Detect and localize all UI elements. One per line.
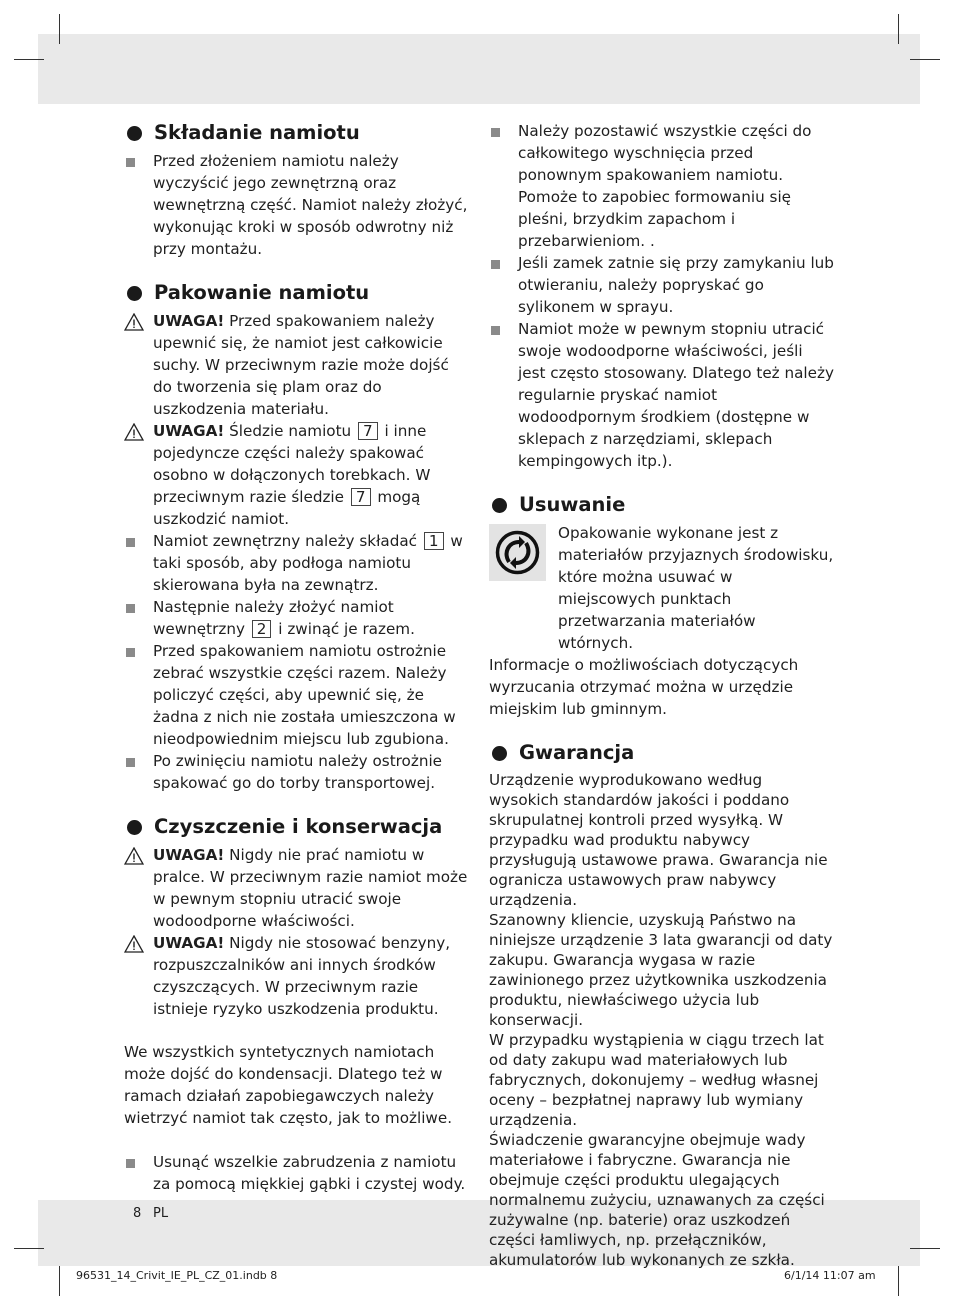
- paragraph: Szanowny kliencie, uzyskują Państwo na niniejsze urządzenie 3 lata gwarancji od daty zakupu. Gwarancja wygasa w razie zawinionego przez użytkownika uszkodzenia produktu, niewłaściwego użycia lub konserwacji.: [489, 911, 833, 1029]
- square-bullet-icon: [126, 648, 135, 657]
- section-heading: Składanie namiotu: [124, 120, 469, 146]
- left-column: [124, 120, 469, 1195]
- square-bullet-icon: [126, 158, 135, 167]
- header-band: [38, 34, 920, 104]
- list-item: Namiot zewnętrzny należy składać 1 w taki sposób, aby podłoga namiotu skierowana była na zewnątrz.: [124, 530, 469, 596]
- square-bullet-icon: [126, 1159, 135, 1168]
- paragraph: Informacje o możliwościach dotyczących wyrzucania otrzymać można w urzędzie miejskim lub gminnym.: [489, 656, 799, 718]
- bullet-dot-icon: [127, 820, 142, 835]
- square-bullet-icon: [126, 604, 135, 613]
- print-slug-file: 96531_14_Crivit_IE_PL_CZ_01.indb 8: [76, 1269, 278, 1282]
- list-item: Następnie należy złożyć namiot wewnętrzny 2 i zwinąć je razem.: [124, 596, 469, 640]
- crop-mark: [14, 1248, 44, 1249]
- paragraph: We wszystkich syntetycznych namiotach może dojść do kondensacji. Dlatego też w ramach działań zapobiegawczych należy wietrzyć namiot tak często, jak to możliwe.: [124, 1043, 453, 1127]
- section-heading: Usuwanie: [489, 492, 834, 518]
- bullet-dot-icon: [127, 286, 142, 301]
- crop-mark: [14, 59, 44, 60]
- square-bullet-icon: [491, 326, 500, 335]
- crop-mark: [59, 14, 60, 44]
- recycling-block: Opakowanie wykonane jest z materiałów przyjaznych środowisku, które można usuwać w miejscowych punktach przetwarzania materiałów wtórnych.: [489, 522, 834, 654]
- print-slug-date: 6/1/14 11:07 am: [784, 1269, 876, 1282]
- paragraph: Świadczenie gwarancyjne obejmuje wady materiałowe i fabryczne. Gwarancja nie obejmuje części produktu ulegających normalnemu zużyciu, uznawanych za części zużywalne (np. baterie) oraz uszkodzeń części łamliwych, np. przełączników, akumulatorów lub wykonanych ze szkła.: [489, 1131, 825, 1269]
- square-bullet-icon: [126, 538, 135, 547]
- list-item: Namiot może w pewnym stopniu utracić swoje wodoodporne właściwości, jeśli jest często stosowany. Dlatego też należy regularnie pryskać namiot wodoodpornym środkiem (dostępne w sklepach z narzędziami, sklepach kempingowych itp.).: [489, 318, 834, 472]
- warning-item: UWAGA! Śledzie namiotu 7 i inne pojedyncze części należy spakować osobno w dołączonych torebkach. W przeciwnym razie śledzie 7 mogą uszkodzić namiot.: [124, 420, 469, 530]
- list-item: Jeśli zamek zatnie się przy zamykaniu lub otwieraniu, należy popryskać go sylikonem w sprayu.: [489, 252, 834, 318]
- part-number-box: 1: [424, 532, 444, 550]
- list-item: Po zwinięciu namiotu należy ostrożnie spakować go do torby transportowej.: [124, 750, 469, 794]
- crop-mark: [898, 1266, 899, 1296]
- list-item: Należy pozostawić wszystkie części do całkowitego wyschnięcia przed ponownym spakowaniem namiotu. Pomoże to zapobiec formowaniu się pleśni, brzydkim zapachom i przebarwieniom. .: [489, 120, 834, 252]
- paragraph: W przypadku wystąpienia w ciągu trzech lat od daty zakupu wad materiałowych lub fabrycznych, dokonujemy – według własnej oceny – bezpłatnej naprawy lub wymiany urządzenia.: [489, 1031, 824, 1129]
- section-heading: Gwarancja: [489, 740, 834, 766]
- bullet-dot-icon: [127, 126, 142, 141]
- list-item: Usunąć wszelkie zabrudzenia z namiotu za pomocą miękkiej gąbki i czystej wody.: [124, 1151, 469, 1195]
- crop-mark: [910, 1248, 940, 1249]
- bullet-dot-icon: [492, 746, 507, 761]
- square-bullet-icon: [491, 260, 500, 269]
- warning-item: UWAGA! Nigdy nie prać namiotu w pralce. W przeciwnym razie namiot może w pewnym stopniu utracić swoje wodoodporne właściwości.: [124, 844, 469, 932]
- part-number-box: 7: [358, 422, 378, 440]
- warning-triangle-icon: [124, 935, 144, 953]
- section-heading: Czyszczenie i konserwacja: [124, 814, 469, 840]
- warning-triangle-icon: [124, 313, 144, 331]
- crop-mark: [910, 59, 940, 60]
- warning-triangle-icon: [124, 423, 144, 441]
- crop-mark: [898, 14, 899, 44]
- square-bullet-icon: [491, 128, 500, 137]
- list-item: Przed spakowaniem namiotu ostrożnie zebrać wszystkie części razem. Należy policzyć części, aby upewnić się, że żadna z nich nie została umieszczona w nieodpowiednim miejscu lub zgubiona.: [124, 640, 469, 750]
- warning-item: UWAGA! Nigdy nie stosować benzyny, rozpuszczalników ani innych środków czyszczących. W przeciwnym razie istnieje ryzyko uszkodzenia produktu.: [124, 932, 469, 1020]
- page-number: 8: [133, 1206, 142, 1221]
- language-code: PL: [153, 1206, 169, 1221]
- part-number-box: 2: [252, 620, 272, 638]
- paragraph: Urządzenie wyprodukowano według wysokich standardów jakości i poddano skrupulatnej kontroli przed wysyłką. W przypadku wad produktu nabywcy przysługują ustawowe prawa. Gwarancja nie ogranicza ustawowych praw nabywcy urządzenia.: [489, 771, 828, 909]
- square-bullet-icon: [126, 758, 135, 767]
- warning-item: UWAGA! Przed spakowaniem należy upewnić się, że namiot jest całkowicie suchy. W przeciwnym razie może dojść do tworzenia się plam oraz do uszkodzenia materiału.: [124, 310, 469, 420]
- section-heading: Pakowanie namiotu: [124, 280, 469, 306]
- bullet-dot-icon: [492, 498, 507, 513]
- right-column: [489, 120, 834, 1270]
- recycling-green-dot-icon: [489, 524, 546, 581]
- list-item: Przed złożeniem namiotu należy wyczyścić jego zewnętrzną oraz wewnętrzną część. Namiot należy złożyć, wykonując kroki w sposób odwrotny niż przy montażu.: [124, 150, 469, 260]
- warning-triangle-icon: [124, 847, 144, 865]
- crop-mark: [59, 1266, 60, 1296]
- part-number-box: 7: [351, 488, 371, 506]
